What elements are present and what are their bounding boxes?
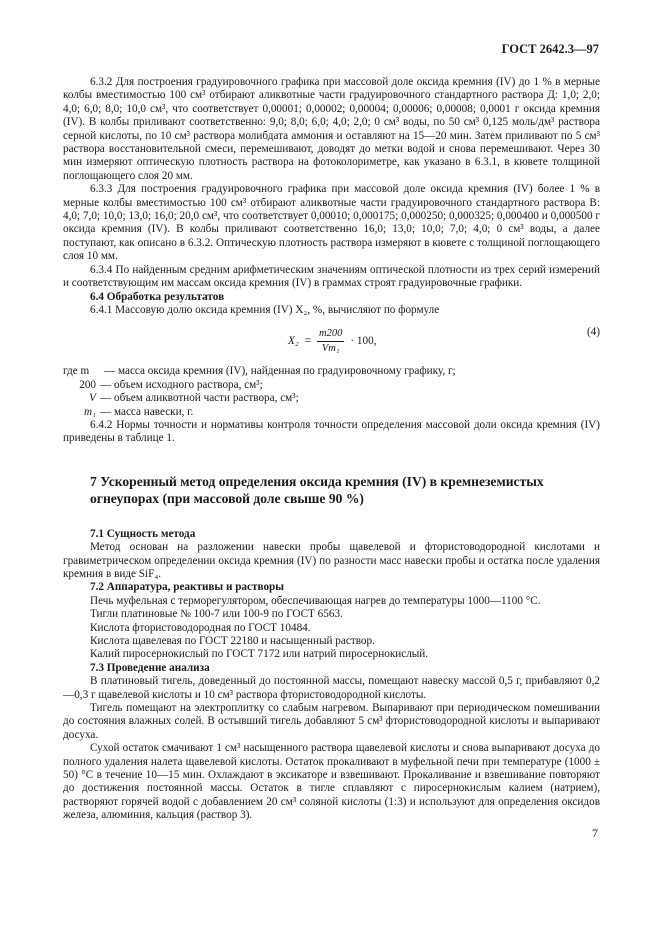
formula-equals: = [304,334,312,347]
paragraph-7-2-oxalic-acid: Кислота щавелевая по ГОСТ 22180 и насыщенный раствор. [90,635,375,647]
paragraph-7-3-c: Сухой остаток смачивают 1 см³ насыщенного раствора щавелевой кислоты и снова выпаривают досуха до полного удаления налета щавелевой кислоты. Остаток прокаливают в муфельной печи при температуре (1000 ± 50) °С в течение 10—15 мин. Охлаждают в эксикаторе и взвешивают. Прокаливание и взвешивание повторяют до достижения постоянной массы. Остаток в тигле сплавляют с пиросернокислым калием (натрием), растворяют горячей водой с добавлением 20 см³ соляной кислоты (1:3) и используют для определения оксидов железа, алюминия, кальция (раствор 3). [63,742,600,822]
formula-numerator: m200 [317,327,344,341]
formula-tail: · 100, [350,334,377,347]
where-label: V [89,392,96,405]
formula-number: (4) [586,326,600,339]
document-body [63,76,600,823]
where-label: где m [63,365,90,378]
heading-6-4: 6.4 Обработка результатов [90,290,225,303]
formula-expression [288,327,377,355]
paragraph-7-2-hf-acid: Кислота фтористоводородная по ГОСТ 10484. [90,621,311,634]
paragraph-7-2-furnace: Печь муфельная с терморегулятором, обеспечивающая нагрев до температуры 1000—1100 °С. [90,594,541,607]
where-text: — объем аликвотной части раствора, см³; [100,392,299,405]
formula-fraction [317,327,344,355]
heading-7-3: 7.3 Проведение анализа [90,661,210,674]
where-text: — объем исходного раствора, см³; [100,378,263,391]
paragraph-7-2-crucibles: Тигли платиновые № 100-7 или 100-9 по ГОСТ 6563. [90,608,343,621]
where-item [63,392,600,405]
paragraph-6-3-2: 6.3.2 Для построения градуировочного графика при массовой доле оксида кремния (IV) до 1 % в мерные колбы вместимостью 100 см³ отбирают аликвотные части градуировочного стандартного раствора Д: 1,0; 2,0; 4,0; 6,0; 8,0; 10,0 см³, что соответствует 0,00001; 0,00002; 0,00004; 0,00006; 0,00008; 0,0001 г оксида кремния (IV). В колбы приливают соответственно: 9,0; 8,0; 6,0; 4,0; 2,0; 0 см³ воды, по 50 см³ 0,125 моль/дм³ раствора серной кислоты, по 10 см³ раствора молибдата аммония и оставляют на 15—20 мин. Затем приливают по 5 см³ раствора восстановительной смеси, перемешивают, доводят до метки водой и снова перемешивают. Через 30 мин измеряют оптическую плотность раствора на фотоколориметре, как указано в 6.3.1, в кювете толщиной поглощающего слоя 20 мм. [63,76,600,182]
formula-4 [63,321,600,361]
section-7-title: 7 Ускоренный метод определения оксида кремния (IV) в кремнеземистых огнеупорах (при массовой доле свыше 90 %) [90,473,544,507]
where-label: 200 [79,378,96,391]
paragraph-7-3-b: Тигель помещают на электроплитку со слабым нагревом. Выпаривают при периодическом помешивании до состояния влажных солей. В остывший тигель добавляют 5 см³ фтористоводородной кислоты и выпаривают досуха. [63,702,600,741]
where-item [63,406,600,419]
document-code: ГОСТ 2642.3—97 [501,42,599,56]
where-item [63,379,600,392]
paragraph-7-1: Метод основан на разложении навески пробы щавелевой и фтористоводородной кислотами и гравиметрическом определении оксида кремния (IV) по разности масс навески пробы и остатка после удаления кремния в виде SiF₄. [63,541,600,580]
heading-7-2: 7.2 Аппаратура, реактивы и растворы [90,581,284,594]
formula-lhs: X₂ [288,334,299,347]
formula-denominator: Vm₁ [321,342,340,354]
paragraph-7-2-pyrosulfate: Калий пиросернокислый по ГОСТ 7172 или натрий пиросернокислый. [90,648,429,661]
where-label: m₁ [84,405,96,418]
heading-7-1: 7.1 Сущность метода [90,527,196,540]
paragraph-6-4-2: 6.4.2 Нормы точности и нормативы контроля точности определения массовой доли оксида кремния (IV) приведены в таблице 1. [63,418,600,445]
where-text: — масса оксида кремния (IV), найденная по градуировочному графику, г; [104,365,456,378]
where-text: — масса навески, г. [100,405,194,418]
page-number: 7 [592,826,598,840]
paragraph-6-4-1: 6.4.1 Массовую долю оксида кремния (IV) X₂, %, вычисляют по формуле [90,303,440,316]
where-list [63,365,600,419]
where-item [63,365,600,378]
paragraph-7-3-a: В платиновый тигель, доведенный до постоянной массы, помещают навеску массой 0,5 г, прибавляют 0,2—0,3 г щавелевой кислоты и 10 см³ раствора фтористоводородной кислоты. [63,675,600,701]
paragraph-6-3-3: 6.3.3 Для построения градуировочного графика при массовой доле оксида кремния (IV) более 1 % в мерные колбы вместимостью 100 см³ отбирают аликвотные части градуировочного стандартного раствора В: 4,0; 7,0; 10,0; 13,0; 16,0; 20,0 см³, что соответствует 0,00010; 0,000175; 0,000250; 0,000325; 0,000400 и 0,000500 г оксида кремния (IV). В колбы приливают соответственно 16,0; 13,0; 10,0; 7,0; 4,0; 0 см³ воды, а далее поступают, как описано в 6.3.2. Оптическую плотность раствора измеряют в кювете с толщиной поглощающего слоя 10 мм. [63,183,600,263]
paragraph-6-3-4: 6.3.4 По найденным средним арифметическим значениям оптической плотности из трех серий измерений и соответствующим им массам оксида кремния (IV) в граммах строят градуировочные графики. [63,263,600,290]
